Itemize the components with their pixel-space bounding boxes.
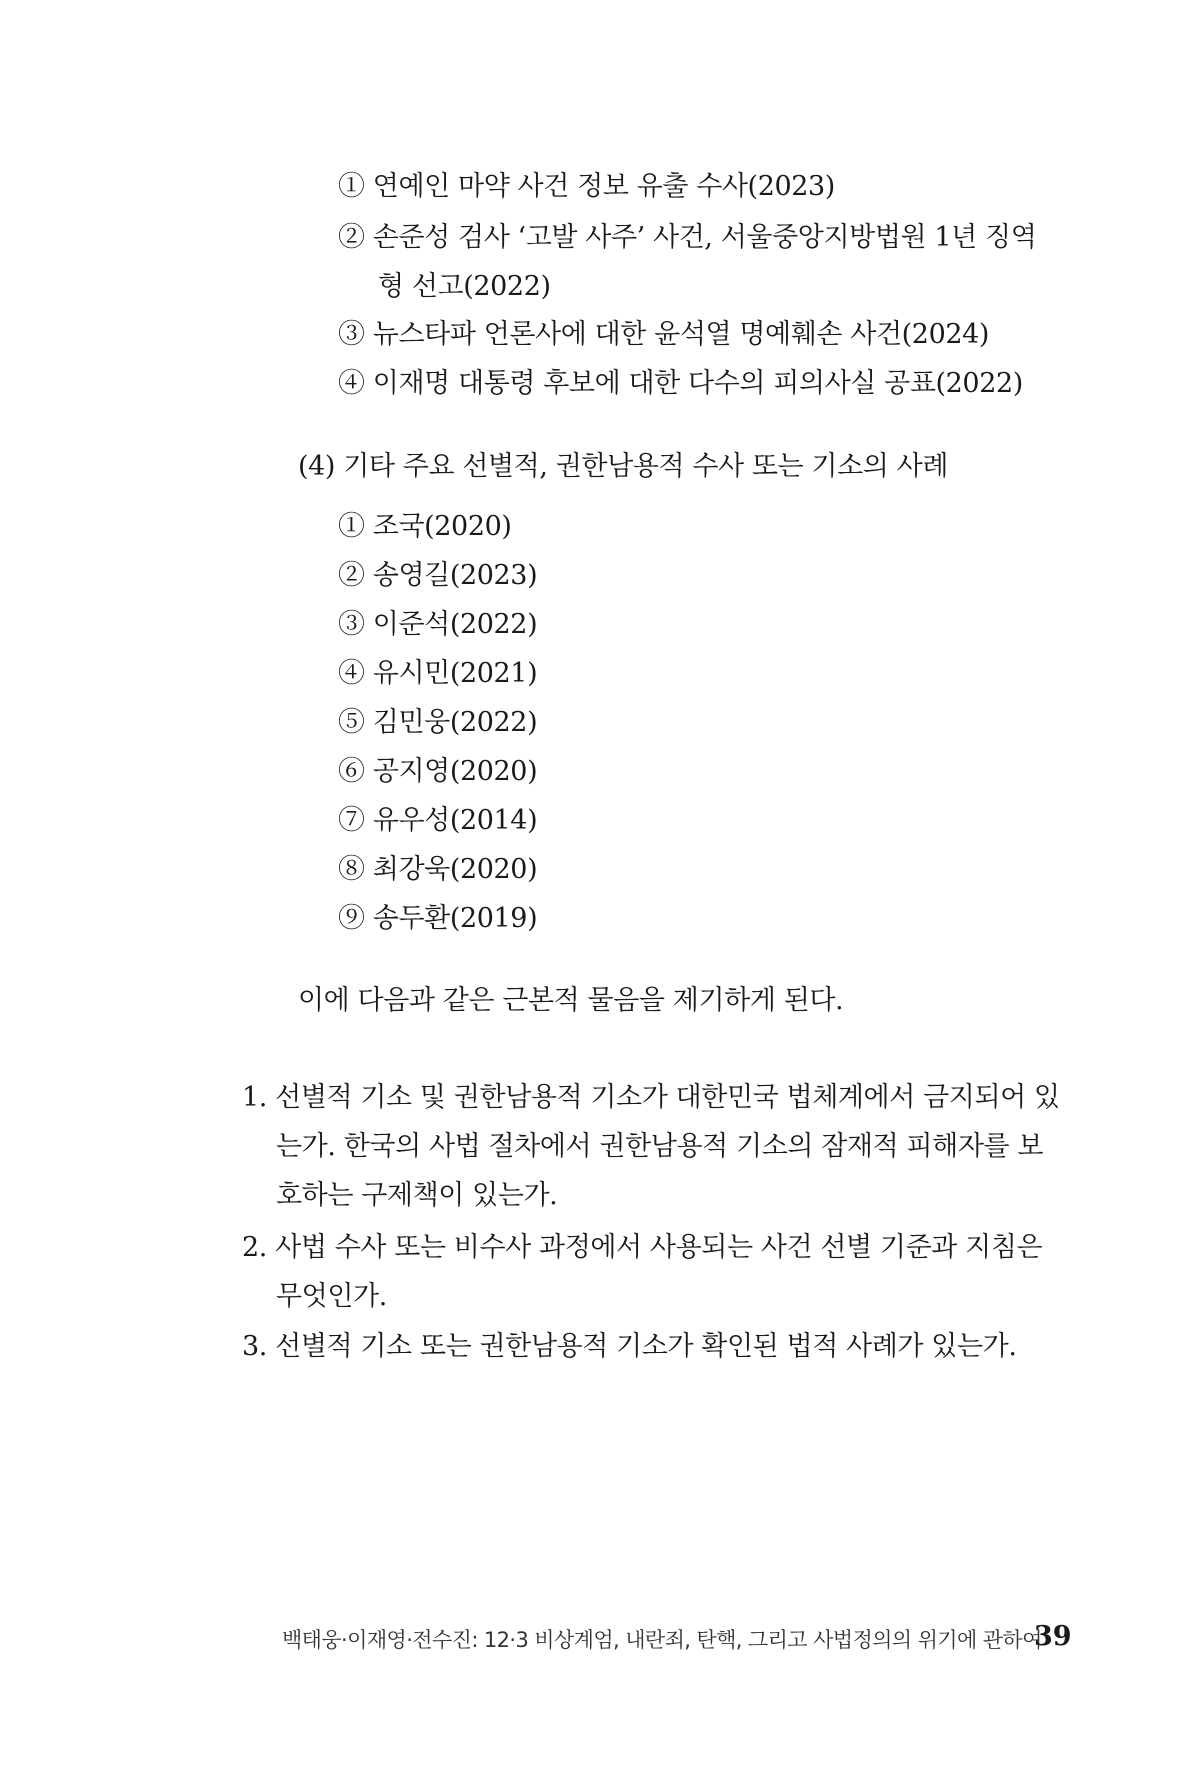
list-item: ⑧ 최강욱(2020): [338, 854, 538, 885]
list-item-continuation: 형 선고(2022): [378, 271, 551, 302]
list-item: ② 손준성 검사 ‘고발 사주’ 사건, 서울중앙지방법원 1년 징역: [338, 222, 1037, 253]
question-continuation: 무엇인가.: [276, 1281, 387, 1312]
running-footer: 백태웅·이재영·전수진: 12·3 비상계엄, 내란죄, 탄핵, 그리고 사법정의의 위기에 관하여: [282, 1628, 1042, 1652]
section-heading: (4) 기타 주요 선별적, 권한남용적 수사 또는 기소의 사례: [298, 451, 949, 482]
page-number: 39: [1034, 1621, 1072, 1652]
list-item: ④ 유시민(2021): [338, 658, 538, 689]
question-item: 3. 선별적 기소 또는 권한남용적 기소가 확인된 법적 사례가 있는가.: [242, 1331, 1017, 1362]
question-item: 2. 사법 수사 또는 비수사 과정에서 사용되는 사건 선별 기준과 지침은: [242, 1232, 1043, 1263]
question-continuation: 는가. 한국의 사법 절차에서 권한남용적 기소의 잠재적 피해자를 보: [276, 1131, 1044, 1162]
list-item: ⑨ 송두환(2019): [338, 903, 538, 934]
list-item: ② 송영길(2023): [338, 560, 538, 591]
intro-paragraph: 이에 다음과 같은 근본적 물음을 제기하게 된다.: [298, 985, 844, 1016]
question-item: 1. 선별적 기소 및 권한남용적 기소가 대한민국 법체계에서 금지되어 있: [242, 1082, 1060, 1113]
list-item: ① 조국(2020): [338, 511, 512, 542]
list-item: ⑦ 유우성(2014): [338, 805, 538, 836]
list-item: ⑤ 김민웅(2022): [338, 707, 538, 738]
list-item: ③ 뉴스타파 언론사에 대한 윤석열 명예훼손 사건(2024): [338, 319, 990, 350]
list-item: ③ 이준석(2022): [338, 609, 538, 640]
question-continuation: 호하는 구제책이 있는가.: [276, 1180, 558, 1211]
list-item: ⑥ 공지영(2020): [338, 756, 538, 787]
list-item: ④ 이재명 대통령 후보에 대한 다수의 피의사실 공표(2022): [338, 368, 1023, 399]
list-item: ① 연예인 마약 사건 정보 유출 수사(2023): [338, 171, 835, 202]
